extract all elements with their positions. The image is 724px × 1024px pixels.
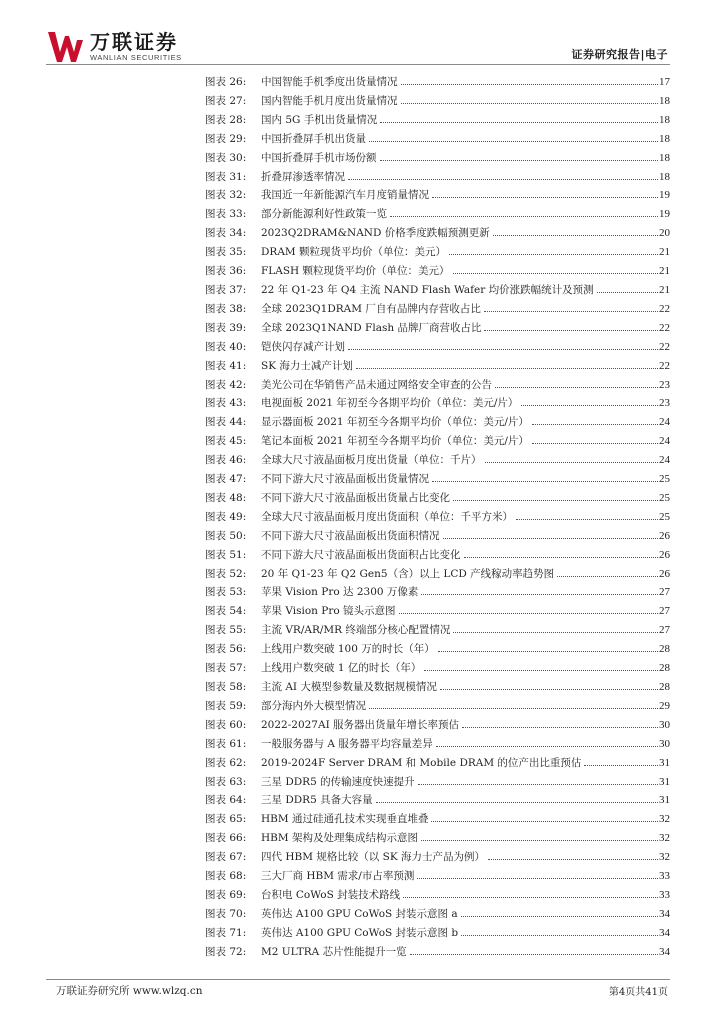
- toc-figure-title: 20 年 Q1-23 年 Q2 Gen5（含）以上 LCD 产线稼动率趋势图: [261, 567, 555, 580]
- toc-dot-leader: [464, 557, 659, 558]
- toc-figure-label: 图表 72:: [205, 945, 247, 958]
- toc-figure-title: 2023Q2DRAM&NAND 价格季度跌幅预测更新: [261, 227, 490, 240]
- toc-dot-leader: [421, 594, 658, 595]
- toc-figure-title: 三大厂商 HBM 需求/市占率预测: [261, 870, 415, 883]
- toc-dot-leader: [390, 216, 658, 217]
- logo-chinese-name: 万联证券: [90, 30, 178, 54]
- toc-page-number: 26: [659, 567, 670, 580]
- toc-figure-title: 全球 2023Q1NAND Flash 品牌厂商营收占比: [261, 321, 482, 334]
- toc-page-number: 20: [659, 227, 670, 240]
- toc-figure-label: 图表 28:: [205, 113, 247, 126]
- toc-entry[interactable]: [205, 640, 670, 659]
- toc-page-number: 28: [659, 662, 670, 675]
- report-type-label: 证券研究报告|电子: [571, 48, 668, 61]
- toc-figure-title: 上线用户数突破 100 万的时长（年）: [261, 643, 435, 656]
- toc-figure-label: 图表 55:: [205, 624, 247, 637]
- toc-dot-leader: [369, 141, 658, 142]
- toc-dot-leader: [449, 254, 658, 255]
- toc-figure-title: 全球大尺寸液晶面板月度出货量（单位：千片）: [261, 454, 482, 467]
- toc-figure-label: 图表 36:: [205, 265, 247, 278]
- toc-dot-leader: [376, 802, 658, 803]
- toc-figure-title: 美光公司在华销售产品未通过网络安全审查的公告: [261, 378, 492, 391]
- toc-figure-label: 图表 37:: [205, 283, 247, 296]
- toc-dot-leader: [401, 103, 659, 104]
- toc-page-number: 18: [659, 170, 670, 183]
- toc-page-number: 24: [659, 416, 670, 429]
- toc-dot-leader: [521, 405, 658, 406]
- toc-figure-label: 图表 51:: [205, 548, 247, 561]
- toc-figure-label: 图表 48:: [205, 491, 247, 504]
- toc-figure-label: 图表 57:: [205, 662, 247, 675]
- toc-figure-title: 台积电 CoWoS 封装技术路线: [261, 888, 401, 901]
- toc-figure-title: 中国折叠屏手机市场份额: [261, 151, 377, 164]
- toc-figure-title: 不同下游大尺寸液晶面板出货量占比变化: [261, 491, 450, 504]
- toc-page-number: 23: [659, 397, 670, 410]
- toc-entry[interactable]: [205, 262, 670, 281]
- toc-figure-label: 图表 43:: [205, 397, 247, 410]
- toc-page-number: 24: [659, 454, 670, 467]
- toc-figure-title: 22 年 Q1-23 年 Q4 主流 NAND Flash Wafer 均价涨跌幅统计及预测: [261, 283, 594, 296]
- toc-figure-title: 2019-2024F Server DRAM 和 Mobile DRAM 的位产出比重预估: [261, 756, 582, 769]
- toc-page-number: 22: [659, 321, 670, 334]
- toc-figure-title: 四代 HBM 规格比较（以 SK 海力士产品为例）: [261, 851, 486, 864]
- toc-figure-title: 国内智能手机月度出货量情况: [261, 94, 398, 107]
- toc-entry[interactable]: [205, 867, 670, 886]
- toc-figure-label: 图表 66:: [205, 832, 247, 845]
- toc-dot-leader: [356, 368, 658, 369]
- toc-entry[interactable]: [205, 754, 670, 773]
- toc-dot-leader: [484, 330, 658, 331]
- toc-entry[interactable]: [205, 130, 670, 149]
- toc-dot-leader: [436, 746, 658, 747]
- toc-figure-label: 图表 63:: [205, 775, 247, 788]
- toc-entry[interactable]: [205, 243, 670, 262]
- toc-dot-leader: [584, 765, 658, 766]
- toc-figure-label: 图表 26:: [205, 76, 247, 88]
- toc-figure-title: 2022-2027AI 服务器出货量年增长率预估: [261, 718, 460, 731]
- toc-figure-title: 部分海内外大模型情况: [261, 699, 366, 712]
- toc-dot-leader: [369, 708, 658, 709]
- toc-figure-title: 中国智能手机季度出货量情况: [261, 76, 398, 88]
- toc-figure-title: 不同下游大尺寸液晶面板出货面积占比变化: [261, 548, 461, 561]
- toc-page-number: 25: [659, 473, 670, 486]
- toc-entry[interactable]: [205, 111, 670, 130]
- toc-entry[interactable]: [205, 924, 670, 943]
- toc-entry[interactable]: [205, 281, 670, 300]
- toc-dot-leader: [432, 481, 658, 482]
- company-logo: [46, 30, 182, 64]
- toc-figure-title: 主流 VR/AR/MR 终端部分核心配置情况: [261, 624, 451, 637]
- toc-entry[interactable]: [205, 338, 670, 357]
- toc-dot-leader: [443, 538, 659, 539]
- toc-figure-title: 上线用户数突破 1 亿的时长（年）: [261, 662, 422, 675]
- toc-dot-leader: [418, 784, 658, 785]
- toc-figure-title: 不同下游大尺寸液晶面板出货面积情况: [261, 529, 440, 542]
- toc-figure-label: 图表 52:: [205, 567, 247, 580]
- toc-page-number: 21: [659, 246, 670, 259]
- toc-figure-title: 部分新能源利好性政策一览: [261, 208, 387, 221]
- toc-figure-title: 一般服务器与 A 服务器平均容量差异: [261, 737, 433, 750]
- toc-dot-leader: [380, 122, 658, 123]
- toc-dot-leader: [495, 387, 658, 388]
- footer-institute: 万联证券研究所 www.wlzq.cn: [56, 985, 203, 997]
- toc-entry[interactable]: [205, 224, 670, 243]
- toc-figure-label: 图表 27:: [205, 94, 247, 107]
- toc-figure-title: 电视面板 2021 年初至今各期平均价（单位：美元/片）: [261, 397, 519, 410]
- toc-entry[interactable]: [205, 376, 670, 395]
- toc-figure-label: 图表 65:: [205, 813, 247, 826]
- toc-figure-title: 我国近一年新能源汽车月度销量情况: [261, 189, 429, 202]
- toc-figure-label: 图表 53:: [205, 586, 247, 599]
- toc-figure-title: SK 海力士减产计划: [261, 359, 353, 372]
- toc-dot-leader: [453, 500, 658, 501]
- toc-entry[interactable]: [205, 205, 670, 224]
- toc-figure-label: 图表 60:: [205, 718, 247, 731]
- page-number: 第4页共41页: [608, 987, 668, 998]
- toc-figure-label: 图表 54:: [205, 605, 247, 618]
- toc-page-number: 28: [659, 643, 670, 656]
- toc-entry[interactable]: [205, 829, 670, 848]
- toc-figure-title: 主流 AI 大模型参数量及数据规模情况: [261, 681, 437, 693]
- toc-figure-title: 折叠屏渗透率情况: [261, 170, 345, 183]
- page-header: [0, 0, 724, 68]
- toc-figure-label: 图表 71:: [205, 926, 247, 939]
- toc-entry[interactable]: [205, 735, 670, 754]
- figure-index-list: [205, 73, 670, 962]
- toc-figure-label: 图表 39:: [205, 321, 247, 334]
- toc-page-number: 19: [659, 208, 670, 221]
- toc-figure-title: 中国折叠屏手机出货量: [261, 132, 366, 145]
- toc-entry[interactable]: [205, 848, 670, 867]
- toc-figure-label: 图表 68:: [205, 870, 247, 883]
- footer-divider: [46, 979, 670, 980]
- toc-page-number: 34: [659, 926, 670, 939]
- toc-page-number: 22: [659, 359, 670, 372]
- toc-page-number: 31: [659, 775, 670, 788]
- toc-dot-leader: [424, 670, 658, 671]
- toc-figure-label: 图表 46:: [205, 454, 247, 467]
- toc-dot-leader: [488, 859, 658, 860]
- toc-entry[interactable]: [205, 432, 670, 451]
- toc-dot-leader: [461, 916, 658, 917]
- toc-dot-leader: [348, 179, 658, 180]
- toc-entry[interactable]: [205, 905, 670, 924]
- toc-entry[interactable]: [205, 943, 670, 962]
- toc-page-number: 32: [659, 851, 670, 864]
- toc-figure-label: 图表 67:: [205, 851, 247, 864]
- toc-figure-label: 图表 49:: [205, 510, 247, 523]
- toc-dot-leader: [401, 84, 659, 85]
- toc-figure-title: 三星 DDR5 的传输速度快速提升: [261, 775, 415, 788]
- toc-figure-label: 图表 35:: [205, 246, 247, 259]
- toc-figure-title: 三星 DDR5 具备大容量: [261, 794, 373, 807]
- toc-figure-title: 全球大尺寸液晶面板月度出货面积（单位：千平方米）: [261, 510, 513, 523]
- toc-figure-label: 图表 33:: [205, 208, 247, 221]
- toc-figure-label: 图表 59:: [205, 699, 247, 712]
- toc-page-number: 30: [659, 737, 670, 750]
- toc-figure-title: 全球 2023Q1DRAM 厂自有品牌内存营收占比: [261, 302, 481, 315]
- toc-entry[interactable]: [205, 546, 670, 565]
- toc-figure-title: 苹果 Vision Pro 镜头示意图: [261, 605, 396, 618]
- toc-page-number: 22: [659, 302, 670, 315]
- toc-entry[interactable]: [205, 773, 670, 792]
- toc-entry[interactable]: [205, 413, 670, 432]
- toc-page-number: 27: [659, 605, 670, 618]
- toc-dot-leader: [532, 443, 658, 444]
- toc-entry[interactable]: [205, 73, 670, 92]
- toc-figure-title: 笔记本面板 2021 年初至今各期平均价（单位：美元/片）: [261, 435, 529, 448]
- toc-dot-leader: [399, 613, 658, 614]
- toc-figure-label: 图表 45:: [205, 435, 247, 448]
- toc-entry[interactable]: [205, 489, 670, 508]
- toc-entry[interactable]: [205, 678, 670, 697]
- toc-entry[interactable]: [205, 810, 670, 829]
- toc-dot-leader: [461, 935, 658, 936]
- toc-dot-leader: [462, 727, 658, 728]
- toc-figure-label: 图表 64:: [205, 794, 247, 807]
- toc-figure-label: 图表 42:: [205, 378, 247, 391]
- toc-dot-leader: [438, 651, 658, 652]
- toc-entry[interactable]: [205, 886, 670, 905]
- toc-page-number: 27: [659, 586, 670, 599]
- toc-entry[interactable]: [205, 527, 670, 546]
- toc-figure-title: 英伟达 A100 GPU CoWoS 封装示意图 a: [261, 907, 458, 920]
- toc-figure-title: 国内 5G 手机出货量情况: [261, 113, 378, 126]
- toc-figure-label: 图表 44:: [205, 416, 247, 429]
- toc-entry[interactable]: [205, 300, 670, 319]
- header-divider: [46, 64, 670, 65]
- toc-entry[interactable]: [205, 583, 670, 602]
- toc-figure-title: 苹果 Vision Pro 达 2300 万像素: [261, 586, 419, 599]
- toc-figure-title: FLASH 颗粒现货平均价（单位：美元）: [261, 265, 450, 278]
- toc-entry[interactable]: [205, 697, 670, 716]
- toc-entry[interactable]: [205, 565, 670, 584]
- toc-figure-label: 图表 61:: [205, 737, 247, 750]
- toc-figure-title: HBM 架构及处理集成结构示意图: [261, 832, 418, 845]
- toc-page-number: 18: [659, 132, 670, 145]
- toc-page-number: 18: [659, 113, 670, 126]
- toc-dot-leader: [403, 897, 658, 898]
- toc-dot-leader: [380, 160, 659, 161]
- toc-figure-label: 图表 70:: [205, 907, 247, 920]
- toc-dot-leader: [440, 689, 658, 690]
- toc-dot-leader: [348, 349, 658, 350]
- toc-page-number: 25: [659, 491, 670, 504]
- toc-dot-leader: [532, 424, 658, 425]
- toc-figure-label: 图表 30:: [205, 151, 247, 164]
- toc-figure-title: 英伟达 A100 GPU CoWoS 封装示意图 b: [261, 926, 459, 939]
- toc-entry[interactable]: [205, 319, 670, 338]
- toc-dot-leader: [453, 273, 658, 274]
- toc-page-number: 18: [659, 151, 670, 164]
- toc-entry[interactable]: [205, 357, 670, 376]
- toc-page-number: 31: [659, 756, 670, 769]
- toc-entry[interactable]: [205, 621, 670, 640]
- toc-dot-leader: [410, 954, 658, 955]
- toc-figure-title: 不同下游大尺寸液晶面板出货量情况: [261, 473, 429, 486]
- toc-page-number: 21: [659, 283, 670, 296]
- toc-figure-label: 图表 56:: [205, 643, 247, 656]
- toc-dot-leader: [516, 519, 658, 520]
- toc-entry[interactable]: [205, 716, 670, 735]
- toc-page-number: 34: [659, 907, 670, 920]
- toc-dot-leader: [484, 311, 658, 312]
- toc-page-number: 21: [659, 265, 670, 278]
- toc-page-number: 32: [659, 832, 670, 845]
- toc-dot-leader: [557, 576, 658, 577]
- toc-figure-title: DRAM 颗粒现货平均价（单位：美元）: [261, 246, 446, 259]
- toc-figure-title: 显示器面板 2021 年初至今各期平均价（单位：美元/片）: [261, 416, 529, 429]
- toc-page-number: 22: [659, 340, 670, 353]
- toc-figure-label: 图表 58:: [205, 681, 247, 693]
- toc-figure-label: 图表 40:: [205, 340, 247, 353]
- toc-dot-leader: [417, 878, 658, 879]
- toc-page-number: 32: [659, 813, 670, 826]
- toc-figure-label: 图表 29:: [205, 132, 247, 145]
- toc-page-number: 33: [659, 888, 670, 901]
- toc-dot-leader: [597, 292, 658, 293]
- toc-entry[interactable]: [205, 92, 670, 111]
- toc-figure-title: 铠侠闪存减产计划: [261, 340, 345, 353]
- wanlian-logo-icon: [46, 30, 84, 64]
- toc-page-number: 30: [659, 718, 670, 731]
- logo-english-name: WANLIAN SECURITIES: [90, 53, 182, 62]
- toc-entry[interactable]: [205, 149, 670, 168]
- toc-dot-leader: [432, 197, 658, 198]
- toc-figure-label: 图表 31:: [205, 170, 247, 183]
- toc-figure-label: 图表 34:: [205, 227, 247, 240]
- toc-entry[interactable]: [205, 394, 670, 413]
- toc-page-number: 19: [659, 189, 670, 202]
- toc-page-number: 17: [659, 76, 670, 88]
- toc-entry[interactable]: [205, 470, 670, 489]
- toc-entry[interactable]: [205, 451, 670, 470]
- toc-figure-title: M2 ULTRA 芯片性能提升一览: [261, 945, 407, 958]
- toc-page-number: 27: [659, 624, 670, 637]
- toc-page-number: 28: [659, 681, 670, 693]
- toc-figure-label: 图表 62:: [205, 756, 247, 769]
- toc-dot-leader: [485, 462, 659, 463]
- toc-dot-leader: [493, 235, 658, 236]
- toc-figure-label: 图表 47:: [205, 473, 247, 486]
- toc-figure-title: HBM 通过硅通孔技术实现垂直堆叠: [261, 813, 429, 826]
- toc-entry[interactable]: [205, 602, 670, 621]
- toc-page-number: 33: [659, 870, 670, 883]
- toc-page-number: 24: [659, 435, 670, 448]
- toc-dot-leader: [421, 840, 658, 841]
- toc-dot-leader: [431, 821, 658, 822]
- toc-entry[interactable]: [205, 168, 670, 187]
- toc-figure-label: 图表 41:: [205, 359, 247, 372]
- toc-page-number: 25: [659, 510, 670, 523]
- toc-dot-leader: [453, 632, 658, 633]
- toc-page-number: 18: [659, 94, 670, 107]
- toc-page-number: 31: [659, 794, 670, 807]
- toc-figure-label: 图表 32:: [205, 189, 247, 202]
- toc-entry[interactable]: [205, 791, 670, 810]
- toc-figure-label: 图表 69:: [205, 888, 247, 901]
- toc-page-number: 26: [659, 529, 670, 542]
- toc-page-number: 26: [659, 548, 670, 561]
- toc-entry[interactable]: [205, 508, 670, 527]
- toc-figure-label: 图表 38:: [205, 302, 247, 315]
- toc-entry[interactable]: [205, 659, 670, 678]
- toc-page-number: 29: [659, 699, 670, 712]
- toc-page-number: 34: [659, 945, 670, 958]
- toc-entry[interactable]: [205, 186, 670, 205]
- toc-page-number: 23: [659, 378, 670, 391]
- toc-figure-label: 图表 50:: [205, 529, 247, 542]
